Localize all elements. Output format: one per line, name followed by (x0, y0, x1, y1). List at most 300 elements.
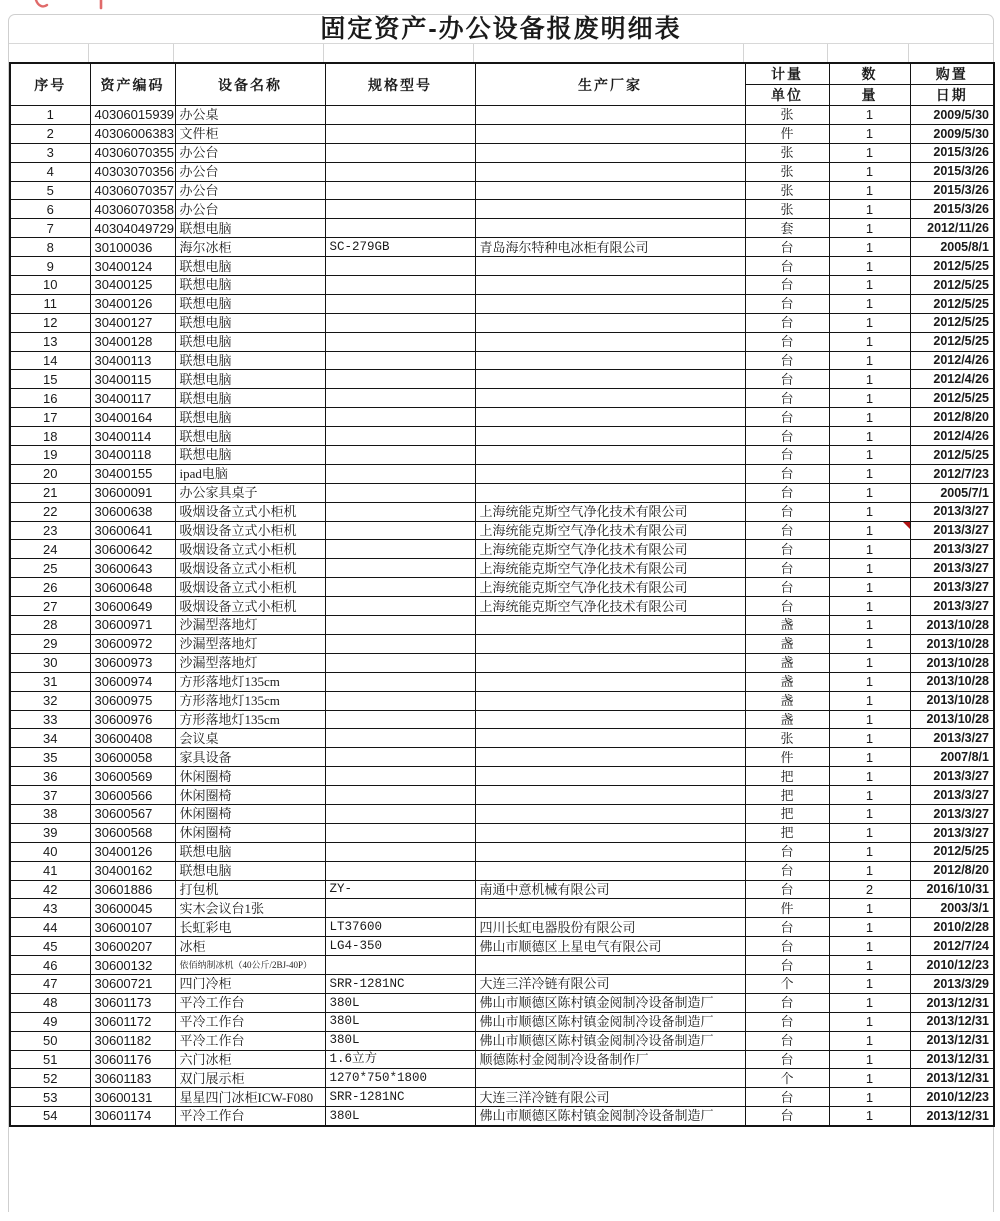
cell-purchase-date[interactable]: 2013/3/27 (910, 767, 994, 786)
cell-asset-code[interactable]: 30400162 (90, 861, 175, 880)
cell-unit[interactable]: 盏 (745, 691, 829, 710)
cell-asset-code[interactable]: 40306070358 (90, 200, 175, 219)
cell-asset-code[interactable]: 30600973 (90, 653, 175, 672)
cell-device-name[interactable]: 休闲圈椅 (175, 786, 325, 805)
cell-device-name[interactable]: 休闲圈椅 (175, 767, 325, 786)
cell-purchase-date[interactable]: 2015/3/26 (910, 143, 994, 162)
cell-unit[interactable]: 台 (745, 918, 829, 937)
cell-device-name[interactable]: 联想电脑 (175, 257, 325, 276)
cell-serial[interactable]: 16 (10, 389, 90, 408)
cell-asset-code[interactable]: 30400125 (90, 276, 175, 295)
cell-serial[interactable]: 53 (10, 1088, 90, 1107)
cell-manufacturer[interactable] (475, 748, 745, 767)
cell-device-name[interactable]: 联想电脑 (175, 313, 325, 332)
empty-cell[interactable] (324, 44, 474, 62)
cell-purchase-date[interactable]: 2013/3/27 (910, 729, 994, 748)
cell-manufacturer[interactable] (475, 956, 745, 975)
cell-manufacturer[interactable]: 顺德陈村金阅制冷设备制作厂 (475, 1050, 745, 1069)
cell-spec-model[interactable]: 1270*750*1800 (325, 1069, 475, 1088)
cell-spec-model[interactable]: SC-279GB (325, 238, 475, 257)
cell-quantity[interactable]: 1 (829, 106, 910, 125)
cell-serial[interactable]: 29 (10, 634, 90, 653)
cell-quantity[interactable]: 1 (829, 521, 910, 540)
cell-unit[interactable]: 个 (745, 974, 829, 993)
cell-serial[interactable]: 39 (10, 823, 90, 842)
cell-quantity[interactable]: 1 (829, 351, 910, 370)
cell-spec-model[interactable] (325, 710, 475, 729)
cell-asset-code[interactable]: 30601183 (90, 1069, 175, 1088)
cell-asset-code[interactable]: 30600642 (90, 540, 175, 559)
cell-manufacturer[interactable]: 佛山市顺德区上星电气有限公司 (475, 937, 745, 956)
cell-serial[interactable]: 49 (10, 1012, 90, 1031)
header-qty-line2[interactable]: 量 (829, 85, 910, 106)
cell-serial[interactable]: 43 (10, 899, 90, 918)
cell-spec-model[interactable] (325, 219, 475, 238)
cell-serial[interactable]: 22 (10, 502, 90, 521)
cell-manufacturer[interactable] (475, 257, 745, 276)
cell-serial[interactable]: 48 (10, 993, 90, 1012)
cell-device-name[interactable]: 家具设备 (175, 748, 325, 767)
cell-quantity[interactable]: 1 (829, 219, 910, 238)
cell-unit[interactable]: 张 (745, 162, 829, 181)
cell-spec-model[interactable] (325, 691, 475, 710)
cell-quantity[interactable]: 1 (829, 710, 910, 729)
cell-purchase-date[interactable]: 2010/12/23 (910, 1088, 994, 1107)
cell-asset-code[interactable]: 30400118 (90, 446, 175, 465)
cell-serial[interactable]: 18 (10, 427, 90, 446)
cell-device-name[interactable]: 联想电脑 (175, 446, 325, 465)
cell-asset-code[interactable]: 40304049729 (90, 219, 175, 238)
cell-device-name[interactable]: 实木会议台1张 (175, 899, 325, 918)
cell-asset-code[interactable]: 30600641 (90, 521, 175, 540)
cell-asset-code[interactable]: 30400164 (90, 408, 175, 427)
cell-manufacturer[interactable] (475, 276, 745, 295)
cell-unit[interactable]: 盏 (745, 634, 829, 653)
cell-unit[interactable]: 台 (745, 294, 829, 313)
cell-purchase-date[interactable]: 2015/3/26 (910, 200, 994, 219)
cell-asset-code[interactable]: 30400117 (90, 389, 175, 408)
cell-purchase-date[interactable]: 2007/8/1 (910, 748, 994, 767)
cell-quantity[interactable]: 1 (829, 653, 910, 672)
cell-serial[interactable]: 5 (10, 181, 90, 200)
cell-device-name[interactable]: 联想电脑 (175, 219, 325, 238)
empty-cell[interactable] (9, 44, 89, 62)
cell-quantity[interactable]: 1 (829, 276, 910, 295)
cell-spec-model[interactable]: LG4-350 (325, 937, 475, 956)
cell-manufacturer[interactable] (475, 616, 745, 635)
cell-quantity[interactable]: 1 (829, 1088, 910, 1107)
cell-unit[interactable]: 个 (745, 1069, 829, 1088)
cell-manufacturer[interactable] (475, 162, 745, 181)
cell-serial[interactable]: 50 (10, 1031, 90, 1050)
cell-purchase-date[interactable]: 2013/12/31 (910, 1107, 994, 1126)
cell-manufacturer[interactable]: 上海统能克斯空气净化技术有限公司 (475, 521, 745, 540)
cell-device-name[interactable]: 平冷工作台 (175, 1031, 325, 1050)
cell-spec-model[interactable] (325, 389, 475, 408)
cell-manufacturer[interactable] (475, 219, 745, 238)
cell-unit[interactable]: 台 (745, 559, 829, 578)
cell-quantity[interactable]: 1 (829, 408, 910, 427)
cell-spec-model[interactable] (325, 616, 475, 635)
cell-device-name[interactable]: 联想电脑 (175, 408, 325, 427)
cell-purchase-date[interactable]: 2013/3/27 (910, 540, 994, 559)
cell-manufacturer[interactable]: 上海统能克斯空气净化技术有限公司 (475, 540, 745, 559)
cell-manufacturer[interactable]: 上海统能克斯空气净化技术有限公司 (475, 597, 745, 616)
cell-asset-code[interactable]: 30601176 (90, 1050, 175, 1069)
cell-spec-model[interactable] (325, 483, 475, 502)
cell-purchase-date[interactable]: 2005/7/1 (910, 483, 994, 502)
cell-quantity[interactable]: 1 (829, 1069, 910, 1088)
cell-serial[interactable]: 37 (10, 786, 90, 805)
cell-spec-model[interactable]: SRR-1281NC (325, 1088, 475, 1107)
cell-spec-model[interactable] (325, 200, 475, 219)
cell-purchase-date[interactable]: 2009/5/30 (910, 124, 994, 143)
cell-device-name[interactable]: 联想电脑 (175, 842, 325, 861)
cell-manufacturer[interactable] (475, 786, 745, 805)
cell-purchase-date[interactable]: 2013/3/27 (910, 559, 994, 578)
cell-spec-model[interactable] (325, 634, 475, 653)
cell-device-name[interactable]: 海尔冰柜 (175, 238, 325, 257)
cell-spec-model[interactable] (325, 332, 475, 351)
cell-unit[interactable]: 台 (745, 861, 829, 880)
cell-purchase-date[interactable]: 2010/2/28 (910, 918, 994, 937)
cell-quantity[interactable]: 1 (829, 446, 910, 465)
cell-asset-code[interactable]: 30600971 (90, 616, 175, 635)
cell-device-name[interactable]: 联想电脑 (175, 332, 325, 351)
cell-purchase-date[interactable]: 2012/4/26 (910, 351, 994, 370)
cell-spec-model[interactable] (325, 578, 475, 597)
cell-device-name[interactable]: 办公台 (175, 162, 325, 181)
cell-spec-model[interactable] (325, 786, 475, 805)
cell-spec-model[interactable] (325, 370, 475, 389)
header-date-line2[interactable]: 日期 (910, 85, 994, 106)
cell-device-name[interactable]: 联想电脑 (175, 427, 325, 446)
cell-purchase-date[interactable]: 2012/5/25 (910, 294, 994, 313)
empty-cell[interactable] (174, 44, 324, 62)
cell-asset-code[interactable]: 30600568 (90, 823, 175, 842)
cell-manufacturer[interactable] (475, 729, 745, 748)
cell-device-name[interactable]: 吸烟设备立式小柜机 (175, 502, 325, 521)
cell-asset-code[interactable]: 30600207 (90, 937, 175, 956)
cell-serial[interactable]: 36 (10, 767, 90, 786)
cell-device-name[interactable]: 办公台 (175, 200, 325, 219)
cell-serial[interactable]: 40 (10, 842, 90, 861)
cell-device-name[interactable]: 打包机 (175, 880, 325, 899)
empty-cell[interactable] (89, 44, 174, 62)
cell-manufacturer[interactable]: 佛山市顺德区陈村镇金阅制冷设备制造厂 (475, 1107, 745, 1126)
cell-serial[interactable]: 19 (10, 446, 90, 465)
cell-quantity[interactable]: 1 (829, 143, 910, 162)
cell-device-name[interactable]: 方形落地灯135cm (175, 691, 325, 710)
cell-asset-code[interactable]: 30600091 (90, 483, 175, 502)
cell-quantity[interactable]: 1 (829, 464, 910, 483)
cell-purchase-date[interactable]: 2013/10/28 (910, 672, 994, 691)
cell-device-name[interactable]: 平冷工作台 (175, 993, 325, 1012)
cell-manufacturer[interactable] (475, 899, 745, 918)
cell-asset-code[interactable]: 30601174 (90, 1107, 175, 1126)
cell-spec-model[interactable] (325, 408, 475, 427)
cell-purchase-date[interactable]: 2010/12/23 (910, 956, 994, 975)
cell-serial[interactable]: 8 (10, 238, 90, 257)
cell-quantity[interactable]: 1 (829, 370, 910, 389)
cell-spec-model[interactable] (325, 143, 475, 162)
cell-serial[interactable]: 25 (10, 559, 90, 578)
cell-manufacturer[interactable] (475, 106, 745, 125)
empty-cell[interactable] (909, 44, 993, 62)
cell-device-name[interactable]: 四门冷柜 (175, 974, 325, 993)
cell-manufacturer[interactable]: 大连三洋冷链有限公司 (475, 1088, 745, 1107)
cell-spec-model[interactable] (325, 672, 475, 691)
cell-asset-code[interactable]: 30600058 (90, 748, 175, 767)
header-manufacturer[interactable]: 生产厂家 (475, 63, 745, 106)
cell-device-name[interactable]: 联想电脑 (175, 389, 325, 408)
cell-unit[interactable]: 台 (745, 521, 829, 540)
cell-manufacturer[interactable] (475, 653, 745, 672)
cell-asset-code[interactable]: 30400115 (90, 370, 175, 389)
cell-manufacturer[interactable]: 四川长虹电器股份有限公司 (475, 918, 745, 937)
cell-serial[interactable]: 13 (10, 332, 90, 351)
header-device-name[interactable]: 设备名称 (175, 63, 325, 106)
cell-manufacturer[interactable] (475, 861, 745, 880)
cell-quantity[interactable]: 1 (829, 748, 910, 767)
cell-unit[interactable]: 张 (745, 200, 829, 219)
cell-purchase-date[interactable]: 2013/10/28 (910, 653, 994, 672)
cell-spec-model[interactable] (325, 597, 475, 616)
cell-serial[interactable]: 6 (10, 200, 90, 219)
cell-spec-model[interactable] (325, 106, 475, 125)
cell-asset-code[interactable]: 40306070355 (90, 143, 175, 162)
cell-asset-code[interactable]: 30600721 (90, 974, 175, 993)
cell-serial[interactable]: 30 (10, 653, 90, 672)
cell-serial[interactable]: 2 (10, 124, 90, 143)
cell-unit[interactable]: 台 (745, 1107, 829, 1126)
cell-unit[interactable]: 台 (745, 332, 829, 351)
cell-serial[interactable]: 51 (10, 1050, 90, 1069)
cell-asset-code[interactable]: 30600974 (90, 672, 175, 691)
cell-quantity[interactable]: 1 (829, 672, 910, 691)
cell-purchase-date[interactable]: 2013/3/27 (910, 578, 994, 597)
cell-spec-model[interactable] (325, 559, 475, 578)
cell-manufacturer[interactable] (475, 842, 745, 861)
cell-quantity[interactable]: 1 (829, 427, 910, 446)
cell-device-name[interactable]: 吸烟设备立式小柜机 (175, 540, 325, 559)
cell-quantity[interactable]: 1 (829, 1050, 910, 1069)
cell-device-name[interactable]: 联想电脑 (175, 370, 325, 389)
cell-manufacturer[interactable]: 南通中意机械有限公司 (475, 880, 745, 899)
cell-spec-model[interactable]: 380L (325, 1012, 475, 1031)
header-asset-code[interactable]: 资产编码 (90, 63, 175, 106)
cell-spec-model[interactable] (325, 313, 475, 332)
cell-unit[interactable]: 盏 (745, 616, 829, 635)
cell-quantity[interactable]: 1 (829, 1031, 910, 1050)
cell-asset-code[interactable]: 30400124 (90, 257, 175, 276)
cell-serial[interactable]: 9 (10, 257, 90, 276)
cell-quantity[interactable]: 1 (829, 786, 910, 805)
cell-spec-model[interactable] (325, 861, 475, 880)
cell-purchase-date[interactable]: 2013/12/31 (910, 1069, 994, 1088)
cell-manufacturer[interactable] (475, 370, 745, 389)
cell-unit[interactable]: 台 (745, 389, 829, 408)
cell-unit[interactable]: 台 (745, 937, 829, 956)
cell-manufacturer[interactable] (475, 672, 745, 691)
cell-asset-code[interactable]: 30100036 (90, 238, 175, 257)
header-date-line1[interactable]: 购置 (910, 63, 994, 85)
cell-manufacturer[interactable] (475, 389, 745, 408)
cell-purchase-date[interactable]: 2012/5/25 (910, 446, 994, 465)
cell-quantity[interactable]: 1 (829, 559, 910, 578)
cell-asset-code[interactable]: 30600649 (90, 597, 175, 616)
cell-manufacturer[interactable]: 上海统能克斯空气净化技术有限公司 (475, 559, 745, 578)
cell-device-name[interactable]: 方形落地灯135cm (175, 710, 325, 729)
cell-purchase-date[interactable]: 2013/10/28 (910, 710, 994, 729)
cell-purchase-date[interactable]: 2005/8/1 (910, 238, 994, 257)
cell-unit[interactable]: 台 (745, 408, 829, 427)
cell-serial[interactable]: 45 (10, 937, 90, 956)
cell-serial[interactable]: 10 (10, 276, 90, 295)
cell-asset-code[interactable]: 30400127 (90, 313, 175, 332)
cell-serial[interactable]: 38 (10, 804, 90, 823)
cell-purchase-date[interactable]: 2012/5/25 (910, 276, 994, 295)
header-spec-model[interactable]: 规格型号 (325, 63, 475, 106)
cell-spec-model[interactable] (325, 956, 475, 975)
cell-serial[interactable]: 28 (10, 616, 90, 635)
cell-spec-model[interactable] (325, 181, 475, 200)
cell-asset-code[interactable]: 30400114 (90, 427, 175, 446)
cell-manufacturer[interactable] (475, 332, 745, 351)
cell-serial[interactable]: 11 (10, 294, 90, 313)
cell-manufacturer[interactable] (475, 634, 745, 653)
cell-manufacturer[interactable] (475, 294, 745, 313)
cell-device-name[interactable]: 办公台 (175, 143, 325, 162)
cell-purchase-date[interactable]: 2013/10/28 (910, 616, 994, 635)
cell-serial[interactable]: 42 (10, 880, 90, 899)
cell-manufacturer[interactable] (475, 313, 745, 332)
cell-purchase-date[interactable]: 2013/3/27 (910, 521, 994, 540)
cell-purchase-date[interactable]: 2012/8/20 (910, 861, 994, 880)
cell-purchase-date[interactable]: 2013/10/28 (910, 634, 994, 653)
cell-quantity[interactable]: 1 (829, 578, 910, 597)
cell-serial[interactable]: 41 (10, 861, 90, 880)
cell-spec-model[interactable] (325, 653, 475, 672)
cell-manufacturer[interactable] (475, 483, 745, 502)
cell-quantity[interactable]: 1 (829, 124, 910, 143)
cell-spec-model[interactable] (325, 842, 475, 861)
cell-quantity[interactable]: 1 (829, 597, 910, 616)
cell-manufacturer[interactable] (475, 464, 745, 483)
cell-purchase-date[interactable]: 2012/5/25 (910, 842, 994, 861)
cell-unit[interactable]: 套 (745, 219, 829, 238)
cell-device-name[interactable]: 吸烟设备立式小柜机 (175, 559, 325, 578)
cell-purchase-date[interactable]: 2012/5/25 (910, 313, 994, 332)
cell-serial[interactable]: 27 (10, 597, 90, 616)
cell-unit[interactable]: 张 (745, 143, 829, 162)
cell-quantity[interactable]: 1 (829, 842, 910, 861)
cell-purchase-date[interactable]: 2012/5/25 (910, 389, 994, 408)
cell-quantity[interactable]: 1 (829, 1012, 910, 1031)
cell-serial[interactable]: 4 (10, 162, 90, 181)
cell-unit[interactable]: 台 (745, 993, 829, 1012)
cell-purchase-date[interactable]: 2013/12/31 (910, 1012, 994, 1031)
cell-manufacturer[interactable] (475, 710, 745, 729)
cell-serial[interactable]: 1 (10, 106, 90, 125)
cell-spec-model[interactable]: SRR-1281NC (325, 974, 475, 993)
cell-manufacturer[interactable] (475, 691, 745, 710)
cell-asset-code[interactable]: 40303070356 (90, 162, 175, 181)
cell-asset-code[interactable]: 30600567 (90, 804, 175, 823)
cell-device-name[interactable]: ipad电脑 (175, 464, 325, 483)
cell-quantity[interactable]: 1 (829, 899, 910, 918)
empty-cell[interactable] (474, 44, 744, 62)
cell-quantity[interactable]: 1 (829, 238, 910, 257)
cell-quantity[interactable]: 1 (829, 200, 910, 219)
cell-asset-code[interactable]: 30601886 (90, 880, 175, 899)
cell-asset-code[interactable]: 30400128 (90, 332, 175, 351)
cell-manufacturer[interactable]: 大连三洋冷链有限公司 (475, 974, 745, 993)
cell-device-name[interactable]: 联想电脑 (175, 294, 325, 313)
cell-unit[interactable]: 台 (745, 313, 829, 332)
cell-unit[interactable]: 台 (745, 276, 829, 295)
cell-unit[interactable]: 件 (745, 124, 829, 143)
cell-quantity[interactable]: 1 (829, 861, 910, 880)
cell-device-name[interactable]: 文件柜 (175, 124, 325, 143)
cell-purchase-date[interactable]: 2012/4/26 (910, 370, 994, 389)
cell-unit[interactable]: 台 (745, 370, 829, 389)
cell-unit[interactable]: 盏 (745, 672, 829, 691)
cell-spec-model[interactable] (325, 446, 475, 465)
cell-device-name[interactable]: 沙漏型落地灯 (175, 653, 325, 672)
cell-asset-code[interactable]: 40306015939 (90, 106, 175, 125)
cell-quantity[interactable]: 1 (829, 974, 910, 993)
cell-purchase-date[interactable]: 2012/5/25 (910, 257, 994, 276)
cell-device-name[interactable]: 联想电脑 (175, 276, 325, 295)
cell-device-name[interactable]: 沙漏型落地灯 (175, 634, 325, 653)
cell-purchase-date[interactable]: 2016/10/31 (910, 880, 994, 899)
cell-purchase-date[interactable]: 2012/4/26 (910, 427, 994, 446)
cell-unit[interactable]: 台 (745, 257, 829, 276)
cell-serial[interactable]: 17 (10, 408, 90, 427)
cell-unit[interactable]: 把 (745, 786, 829, 805)
cell-unit[interactable]: 盏 (745, 710, 829, 729)
cell-device-name[interactable]: 休闲圈椅 (175, 804, 325, 823)
cell-unit[interactable]: 台 (745, 578, 829, 597)
cell-unit[interactable]: 张 (745, 106, 829, 125)
cell-purchase-date[interactable]: 2013/10/28 (910, 691, 994, 710)
cell-asset-code[interactable]: 30601172 (90, 1012, 175, 1031)
cell-asset-code[interactable]: 30600972 (90, 634, 175, 653)
cell-asset-code[interactable]: 30600648 (90, 578, 175, 597)
cell-purchase-date[interactable]: 2012/8/20 (910, 408, 994, 427)
cell-manufacturer[interactable]: 佛山市顺德区陈村镇金阅制冷设备制造厂 (475, 1012, 745, 1031)
cell-asset-code[interactable]: 30600045 (90, 899, 175, 918)
cell-manufacturer[interactable] (475, 181, 745, 200)
cell-asset-code[interactable]: 30600638 (90, 502, 175, 521)
cell-device-name[interactable]: 平冷工作台 (175, 1012, 325, 1031)
cell-quantity[interactable]: 1 (829, 616, 910, 635)
cell-serial[interactable]: 23 (10, 521, 90, 540)
cell-spec-model[interactable] (325, 294, 475, 313)
cell-serial[interactable]: 52 (10, 1069, 90, 1088)
cell-serial[interactable]: 15 (10, 370, 90, 389)
cell-spec-model[interactable] (325, 276, 475, 295)
cell-purchase-date[interactable]: 2013/3/27 (910, 786, 994, 805)
empty-cell[interactable] (828, 44, 909, 62)
cell-device-name[interactable]: 长虹彩电 (175, 918, 325, 937)
cell-device-name[interactable]: 办公台 (175, 181, 325, 200)
cell-manufacturer[interactable] (475, 767, 745, 786)
cell-device-name[interactable]: 吸烟设备立式小柜机 (175, 597, 325, 616)
cell-spec-model[interactable]: 1.6立方 (325, 1050, 475, 1069)
cell-unit[interactable]: 台 (745, 597, 829, 616)
